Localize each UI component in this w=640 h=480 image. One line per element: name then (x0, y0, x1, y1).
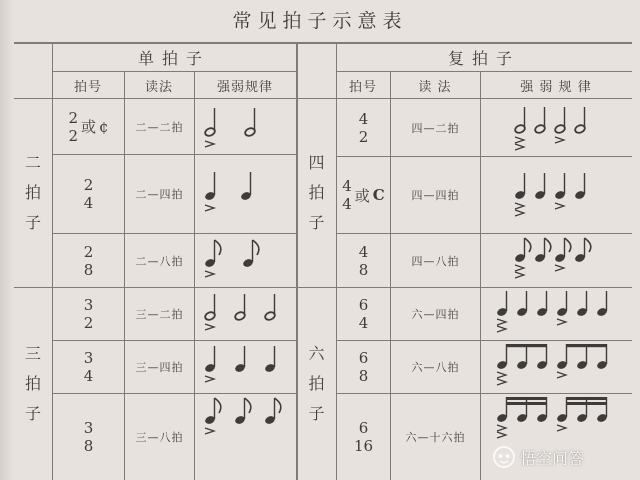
col-header-compound-signature: 拍号 (348, 79, 377, 95)
ts-denominator: 8 (83, 260, 94, 279)
col-rule-g (480, 72, 481, 480)
time-signature-6-8 (337, 341, 390, 393)
reading-6-8: 六—八拍 (411, 361, 460, 374)
ts-denominator: 4 (358, 314, 369, 332)
ts-numerator: 4 (342, 177, 352, 195)
row-group-triple-char-1: 三 (24, 344, 41, 363)
notation-3-8 (196, 394, 294, 480)
time-signature-4-8 (337, 234, 390, 287)
ts-denominator: 8 (358, 367, 369, 385)
col-header-compound-accent: 强 弱 规 律 (520, 79, 592, 95)
time-signature-6-4 (337, 288, 390, 340)
notation-3-2 (196, 288, 294, 340)
row-group-sextuple (297, 288, 336, 480)
time-signature-3-2 (53, 288, 124, 340)
notation-4-4 (482, 157, 630, 233)
row-group-triple (14, 288, 52, 480)
row-group-sextuple-char-3: 子 (308, 404, 325, 423)
reading-6-16: 六—十六拍 (405, 431, 466, 444)
cut-time-symbol: ¢ (99, 117, 109, 136)
col-header-simple-reading: 读法 (144, 79, 173, 95)
notation-2-2 (196, 99, 294, 154)
reading-3-8: 三—八拍 (135, 431, 184, 444)
time-signature-2-4 (53, 155, 124, 233)
time-signature-2-8 (53, 234, 124, 287)
reading-4-2: 四—二拍 (411, 121, 460, 135)
row-group-duple-char-1: 二 (24, 153, 41, 172)
reading-3-4: 三—四拍 (135, 361, 184, 374)
row-group-sextuple-char-1: 六 (308, 344, 325, 363)
time-signature-3-8 (53, 394, 124, 480)
ts-numerator: 3 (83, 419, 94, 437)
group-header-compound: 复拍子 (447, 48, 520, 68)
time-signature-3-4 (53, 341, 124, 393)
ts-denominator: 4 (83, 194, 94, 212)
ts-numerator: 2 (68, 108, 78, 127)
reading-4-4: 四—四拍 (411, 189, 460, 202)
row-group-quadruple-char-2: 拍 (308, 183, 325, 202)
ts-denominator: 8 (83, 437, 94, 455)
reading-4-8: 四—八拍 (411, 254, 460, 268)
watermark (492, 442, 632, 472)
notation-4-8 (482, 234, 630, 287)
row-group-duple-char-3: 子 (24, 213, 41, 232)
col-rule-c (194, 72, 195, 480)
time-signature-2-2 (53, 99, 124, 154)
reading-2-4: 二—四拍 (135, 188, 184, 201)
wukong-logo-icon (492, 445, 516, 469)
row-group-quadruple-char-1: 四 (308, 153, 325, 172)
col-header-simple-accent: 强弱规律 (216, 79, 273, 95)
row-group-triple-char-2: 拍 (24, 374, 41, 393)
reading-2-8: 二—八拍 (135, 254, 184, 268)
page-title: 常见拍子示意表 (232, 10, 408, 32)
notation-2-8 (196, 234, 294, 287)
row-group-duple-char-2: 拍 (24, 183, 41, 202)
ts-numerator: 2 (83, 242, 94, 261)
ts-denominator: 8 (358, 260, 369, 279)
row-group-sextuple-char-2: 拍 (308, 374, 325, 393)
col-header-simple-signature: 拍号 (73, 79, 102, 95)
ts-denominator: 4 (83, 367, 94, 385)
notation-6-8 (482, 341, 630, 393)
reading-2-2: 二—二拍 (135, 120, 184, 134)
ts-numerator: 2 (83, 176, 94, 194)
group-header-simple: 单拍子 (137, 48, 210, 68)
time-signature-6-16 (337, 394, 390, 480)
ts-denominator: 16 (353, 437, 374, 455)
notation-6-4 (482, 288, 630, 340)
ts-numerator: 6 (358, 296, 369, 314)
row-group-quadruple (297, 99, 336, 287)
ts-numerator: 4 (358, 242, 369, 261)
notation-2-4 (196, 155, 294, 233)
page-edge-shadow (0, 0, 14, 480)
ts-denominator: 2 (358, 127, 369, 146)
row-group-duple (14, 99, 52, 287)
common-time-symbol: C (372, 186, 385, 204)
notation-3-4 (196, 341, 294, 393)
ts-numerator: 3 (83, 349, 94, 367)
ts-denominator: 2 (68, 126, 78, 145)
reading-6-4: 六—四拍 (411, 308, 460, 321)
ts-numerator: 6 (358, 349, 369, 367)
notation-4-2 (482, 99, 630, 156)
ts-numerator: 4 (358, 109, 369, 128)
watermark-text: 悟空问答 (520, 448, 585, 468)
time-signature-4-2 (337, 99, 390, 156)
ts-alt-word: 或 (80, 118, 96, 136)
row-group-triple-char-3: 子 (24, 404, 41, 423)
time-signature-4-4 (337, 157, 390, 233)
row-group-quadruple-char-3: 子 (308, 213, 325, 232)
ts-denominator: 4 (342, 195, 352, 213)
col-header-compound-reading: 读 法 (418, 79, 452, 95)
ts-numerator: 6 (358, 419, 369, 437)
ts-denominator: 2 (83, 314, 94, 332)
reading-3-2: 三—二拍 (135, 308, 184, 321)
ts-alt-word: 或 (354, 186, 370, 205)
ts-numerator: 3 (83, 296, 94, 314)
